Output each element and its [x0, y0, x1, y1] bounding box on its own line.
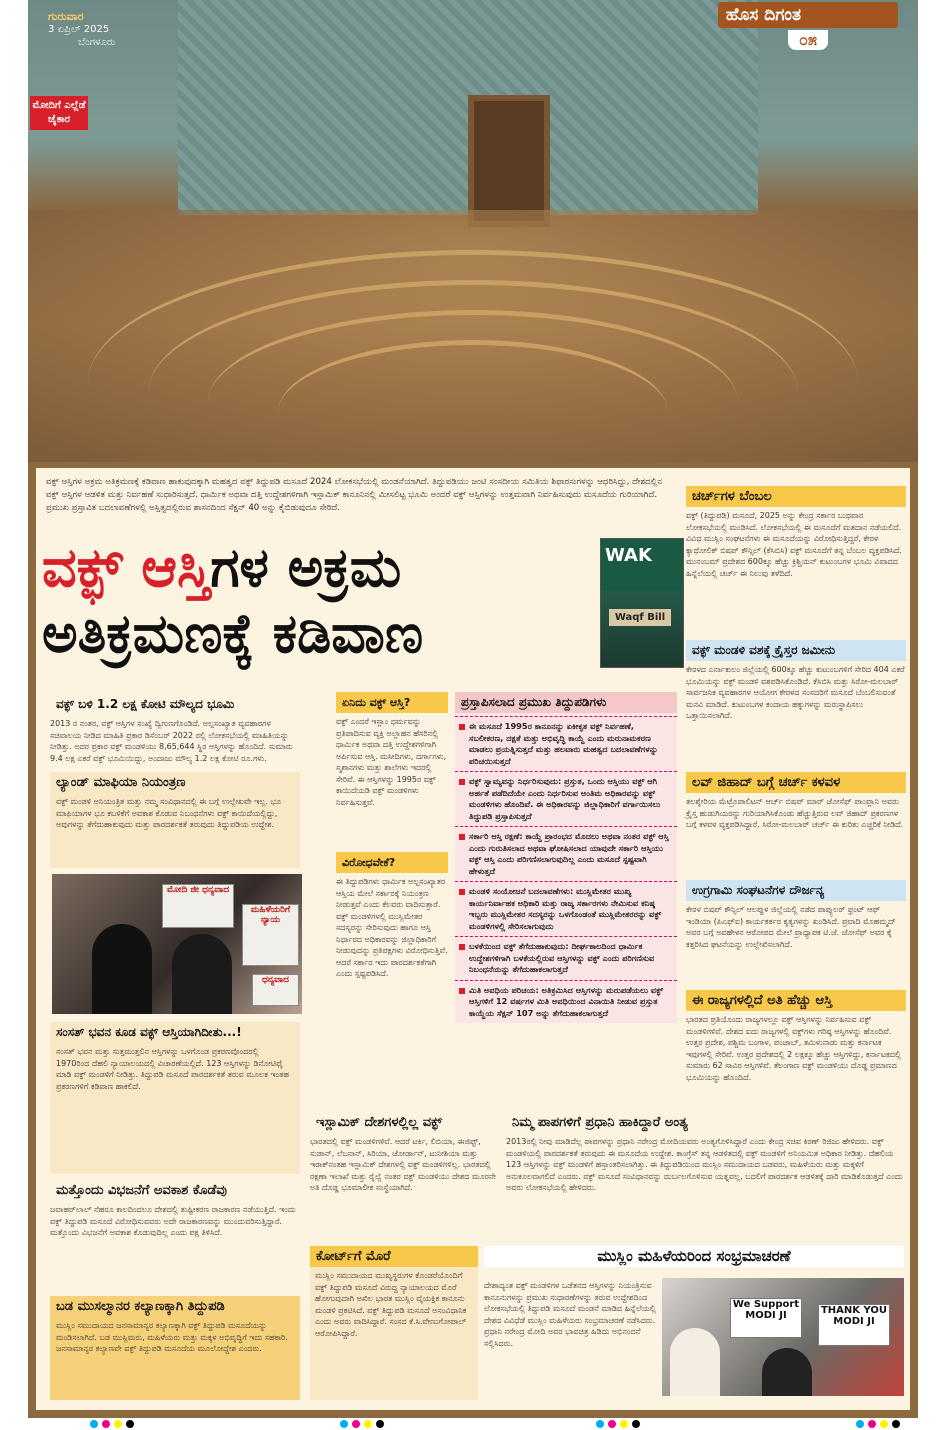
- amendments-box: [455, 692, 677, 1023]
- section-title: ವಿರೋಧವೇಕೆ?: [336, 852, 448, 873]
- main-headline: [42, 535, 602, 667]
- reg-dot: [596, 1420, 604, 1428]
- section-title: ಮುಸ್ಲಿಂ ಮಹಿಳೆಯರಿಂದ ಸಂಭ್ರಮಾಚರಣೆ: [484, 1246, 904, 1267]
- middle-q1: [336, 692, 448, 808]
- right-section-4: [686, 880, 906, 950]
- women-celebration-photo: [662, 1278, 904, 1396]
- reg-dot: [376, 1420, 384, 1428]
- right-section-3: [686, 772, 906, 831]
- headline-line2: ಅತಿಕ್ರಮಣಕ್ಕೆ ಕಡಿವಾಣ: [42, 602, 424, 665]
- reg-dot: [868, 1420, 876, 1428]
- section-title: ಲವ್ ಜಿಹಾದ್ ಬಗ್ಗೆ ಚರ್ಚ್ ಕಳವಳ: [686, 772, 906, 793]
- protest-placard: ಧನ್ಯವಾದ: [252, 974, 299, 1006]
- speaker-chair-door: [468, 95, 550, 227]
- section-title: ಲ್ಯಾಂಡ್ ಮಾಫಿಯಾ ನಿಯಂತ್ರಣ: [56, 775, 186, 790]
- women-section: [484, 1246, 904, 1270]
- date-block: [48, 10, 115, 49]
- section-body: ಕೇರಳ ಬಿಷಪ್ ಕೌನ್ಸಿಲ್ ಆಲಪ್ಪುಳ ಜಿಲ್ಲೆಯಲ್ಲಿ ನಡೆದ ಪಾಪ್ಯುಲರ್ ಫ್ರಂಟ್ ಆಫ್ ಇಂಡಿಯಾ (ಪಿಎಫ್‌ಐ) ಕಾರ್ಯಕರ್ತರ ಕೃತ್ಯಗಳನ್ನು ಖಂಡಿಸಿದೆ. ಪ್ರವಾದಿ ಮೊಹಮ್ಮದ್ ಅವರ ಬಗ್ಗೆ ಅವಹೇಳನ ಆರೋಪದ ಮೇಲೆ ಪ್ರಾಧ್ಯಾಪಕ ಟಿ.ಜೆ. ಜೋಸೆಫ್ ಅವರ ಕೈ ಕತ್ತರಿಸಿದ ಘಟನೆಯನ್ನು ಉಲ್ಲೇಖಿಸಲಾಗಿದೆ.: [686, 905, 896, 949]
- section-title: ವಕ್ಫ್ ಬಳಿ 1.2 ಲಕ್ಷ ಕೋಟಿ ಮೌಲ್ಯದ ಭೂಮಿ: [56, 697, 235, 711]
- reg-dot: [632, 1420, 640, 1428]
- left-section-5: [50, 1296, 300, 1400]
- pm-story: [506, 1112, 904, 1194]
- reg-dot: [364, 1420, 372, 1428]
- protester-figure: [172, 934, 232, 1014]
- waqf-sign: Waqf Bill: [609, 609, 671, 626]
- reg-dot: [102, 1420, 110, 1428]
- paper-logo: ಹೊಸ ದಿಗಂತ: [718, 2, 898, 28]
- headline-line1: ಗಳ ಅಕ್ರಮ: [210, 536, 402, 599]
- amendments-title: ಪ್ರಸ್ತಾಪಿಸಲಾದ ಪ್ರಮುಖ ತಿದ್ದುಪಡಿಗಳು: [455, 692, 677, 713]
- right-section-2: [686, 640, 906, 722]
- page-number: ೦೫: [788, 30, 828, 50]
- parliament-photo: [28, 0, 918, 462]
- reg-dot: [126, 1420, 134, 1428]
- reg-dot: [90, 1420, 98, 1428]
- support-placard: We Support MODI JI: [730, 1298, 802, 1338]
- right-section-5: [686, 990, 906, 1083]
- protester-figure: [92, 924, 152, 1014]
- headline-red: ವಕ್ಫ್ ಆಸ್ತಿ: [42, 536, 211, 599]
- section-title: ಬಡ ಮುಸಲ್ಮಾನರ ಕಲ್ಯಾಣಕ್ಕಾಗಿ ತಿದ್ದುಪಡಿ: [56, 1299, 225, 1314]
- amendment-item: ಈ ಮಸೂದೆ 1995ರ ಕಾನೂನನ್ನು ಏಕೀಕೃತ ವಕ್ಫ್ ನಿರ್ವಹಣೆ, ಸಬಲೀಕರಣ, ದಕ್ಷತೆ ಮತ್ತು ಅಭಿವೃದ್ಧಿ ಕಾಯ್ದೆ ಎಂದು ಮರುನಾಮಕರಣ ಮಾಡಲು ಪ್ರಯತ್ನಿಸುತ್ತದೆ ಮತ್ತು ಹಲವಾರು ಮಹತ್ವದ ಬದಲಾವಣೆಗಳನ್ನು ಪರಿಚಯಿಸುತ್ತದೆ: [455, 716, 677, 771]
- right-section-1: [686, 486, 906, 579]
- women-body: ದೇಶಾದ್ಯಂತ ವಕ್ಫ್ ಮಂಡಳಿಗಳ ಒಡೆತನದ ಆಸ್ತಿಗಳನ್ನು ನಿಯಂತ್ರಿಸುವ ಕಾನೂನುಗಳನ್ನು ಪ್ರಮುಖ ಸುಧಾರಣೆಗಳನ್ನು ತರುವ ಉದ್ದೇಶದಿಂದ ಲೋಕಸಭೆಯಲ್ಲಿ ತಿದ್ದುಪಡಿ ಮಸೂದೆ ಮಂಡನೆ ಮಾಡಿದ ಹಿನ್ನೆಲೆಯಲ್ಲಿ ದೇಶದ ವಿವಿಧೆಡೆ ಮುಸ್ಲಿಂ ಮಹಿಳೆಯರು ಸಂಭ್ರಮಾಚರಣೆ ನಡೆಸಿದರು. ಪ್ರಧಾನಿ ನರೇಂದ್ರ ಮೋದಿ ಅವರ ಭಾವಚಿತ್ರ ಹಿಡಿದು ಅಭಿನಂದನೆ ಸಲ್ಲಿಸಿದರು.: [484, 1281, 656, 1348]
- protest-photo: [52, 874, 302, 1014]
- reg-dot: [892, 1420, 900, 1428]
- section-body: ಭಾರತದಲ್ಲಿ ವಕ್ಫ್ ಮಂಡಳಿಗಳಿವೆ. ಆದರೆ ಟರ್ಕಿ, ಲಿಬಿಯಾ, ಈಜಿಪ್ಟ್, ಸುಡಾನ್, ಲೆಬನಾನ್, ಸಿರಿಯಾ, ಜೋರ್ಡಾನ್, ಟುನೀಶಿಯಾ ಮತ್ತು ಇರಾಕ್‌ನಂತಹ ಇಸ್ಲಾಮಿಕ್ ದೇಶಗಳಲ್ಲಿ ವಕ್ಫ್ ಮಂಡಳಿಗಳಿಲ್ಲ. ಭಾರತದಲ್ಲಿ ರಕ್ಷಣಾ ಇಲಾಖೆ ಮತ್ತು ರೈಲ್ವೆ ನಂತರ ವಕ್ಫ್ ಮಂಡಳಿಯು ದೇಶದ ಮೂರನೇ ಅತಿ ದೊಡ್ಡ ಭೂಮಾಲೀಕ ಸಂಸ್ಥೆಯಾಗಿದೆ.: [310, 1137, 496, 1192]
- section-body: ಮುಸ್ಲಿಂ ಸಮುದಾಯದ ಮುಖ್ಯಸ್ಥರುಗಳ ಕೊಂಡರೆಯೊಂದಿಗೆ ವಕ್ಫ್ ತಿದ್ದುಪಡಿ ಮಸೂದೆ ವಿರುದ್ಧ ನ್ಯಾಯಾಲಯದ ಮೊರೆ ಹೋಗುವುದಾಗಿ ಅಖಿಲ ಭಾರತ ಮುಸ್ಲಿಂ ವೈಯಕ್ತಿಕ ಕಾನೂನು ಮಂಡಳಿ ಪ್ರಕಟಿಸಿದೆ. ವಕ್ಫ್ ತಿದ್ದುಪಡಿ ಮಸೂದೆ ಅಸಂವಿಧಾನಿಕ ಎಂದು ಅವರು ವಾದಿಸಿದ್ದಾರೆ. ಸಂಸದ ಕೆ.ಸಿ.ವೇಣುಗೋಪಾಲ್ ಆರೋಪಿಸಿದ್ದಾರೆ.: [315, 1271, 467, 1338]
- section-body: ಮುಸ್ಲಿಂ ಸಮುದಾಯದ ಜನಸಾಮಾನ್ಯರ ಕಲ್ಯಾಣಕ್ಕಾಗಿ ವಕ್ಫ್ ತಿದ್ದುಪಡಿ ಮಸೂದೆಯನ್ನು ಮಂಡಿಸಲಾಗಿದೆ. ಬಡ ಮುಸ್ಲಿಮರು, ಮಹಿಳೆಯರು ಮತ್ತು ಮಕ್ಕಳ ಅಭಿವೃದ್ಧಿಗೆ ಇದು ಸಹಕಾರಿ. ಜನಸಾಮಾನ್ಯರ ಕಲ್ಯಾಣವೇ ವಕ್ಫ್ ತಿದ್ದುಪಡಿ ಮಸೂದೆಯ ಮೂಲೋದ್ದೇಶ ಎಂದರು.: [56, 1321, 288, 1353]
- section-body: ಈ ತಿದ್ದುಪಡಿಗಳು ಧಾರ್ಮಿಕ ಅಲ್ಪಸಂಖ್ಯಾತರ ಆಸ್ತಿಯ ಮೇಲೆ ಸರ್ಕಾರಕ್ಕೆ ನಿಯಂತ್ರಣ ನೀಡುತ್ತವೆ ಎಂದು ಕೆಲವರು ವಾದಿಸುತ್ತಾರೆ. ವಕ್ಫ್ ಮಂಡಳಿಗಳಲ್ಲಿ ಮುಸ್ಲಿಮೇತರ ಸದಸ್ಯರನ್ನು ಸೇರಿಸುವುದು ಹಾಗೂ ಆಸ್ತಿ ನಿರ್ಧಾರದ ಅಧಿಕಾರವನ್ನು ಜಿಲ್ಲಾಧಿಕಾರಿಗೆ ನೀಡುವುದನ್ನು ಪ್ರತಿಪಕ್ಷಗಳು ವಿರೋಧಿಸುತ್ತಿವೆ. ಆದರೆ ಸರ್ಕಾರ ಇದು ಪಾರದರ್ಶಕತೆಗಾಗಿ ಎಂದು ಸ್ಪಷ್ಟಪಡಿಸಿದೆ.: [336, 877, 448, 978]
- section-title: ಉಗ್ರಗಾಮಿ ಸಂಘಟನೆಗಳ ದೌರ್ಜನ್ಯ: [686, 880, 906, 901]
- waqf-image-top: WAK: [601, 539, 684, 591]
- section-body: 2013ರಲ್ಲಿ ನೀವು ಮಾಡಿದೆಲ್ಲ ಪಾಪಗಳನ್ನು ಪ್ರಧಾನಿ ನರೇಂದ್ರ ಮೋದಿಯವರು ಅಂತ್ಯಗೊಳಿಸಿದ್ದಾರೆ ಎಂದು ಕೇಂದ್ರ ಸಚಿವ ಕಿರಣ್ ರಿಜಿಜು ಹೇಳಿದರು. ವಕ್ಫ್ ಮಂಡಳಿಯಲ್ಲಿ ಪಾರದರ್ಶಕತೆ ತರುವುದು ಈ ಮಸೂದೆಯ ಉದ್ದೇಶ. ಕಾಂಗ್ರೆಸ್ ತನ್ನ ಆಡಳಿತದಲ್ಲಿ ವಕ್ಫ್ ಮಂಡಳಿಗೆ ಅನಿಯಮಿತ ಅಧಿಕಾರ ನೀಡಿತ್ತು. ದೆಹಲಿಯ 123 ಆಸ್ತಿಗಳನ್ನು ವಕ್ಫ್ ಮಂಡಳಿಗೆ ಹಸ್ತಾಂತರಿಸಲಾಗಿತ್ತು. ಈ ತಿದ್ದುಪಡಿಯಿಂದ ಮುಸ್ಲಿಂ ಸಮುದಾಯದ ಬಡವರು, ಮಹಿಳೆಯರು ಮತ್ತು ಮಕ್ಕಳಿಗೆ ಅನುಕೂಲವಾಗಲಿದೆ ಎಂದರು. ವಕ್ಫ್ ಮಸೂದೆ ಸಂವಿಧಾನವನ್ನು ದುರ್ಬಲಗೊಳಿಸುವ ಯತ್ನವಲ್ಲ, ಬದಲಿಗೆ ಪಾರದರ್ಶಕ ಆಡಳಿತಕ್ಕೆ ದಾರಿ ಮಾಡಿಕೊಡುತ್ತದೆ ಎಂದು ಅವರು ಲೋಕಸಭೆಯಲ್ಲಿ ಹೇಳಿದರು.: [506, 1137, 903, 1192]
- section-body: ಭಾರತದ ಪ್ರತಿಯೊಂದು ರಾಜ್ಯಗಳಲ್ಲೂ ವಕ್ಫ್ ಆಸ್ತಿಗಳನ್ನು ನಿರ್ವಹಿಸುವ ವಕ್ಫ್ ಮಂಡಳಿಗಳಿವೆ. ದೇಶದ ಐದು ರಾಜ್ಯಗಳಲ್ಲಿ ವಕ್ಫ್‌ಗಳು ಗರಿಷ್ಠ ಆಸ್ತಿಗಳನ್ನು ಹೊಂದಿವೆ. ಉತ್ತರ ಪ್ರದೇಶ, ಪಶ್ಚಿಮ ಬಂಗಾಳ, ಪಂಜಾಬ್, ತಮಿಳುನಾಡು ಮತ್ತು ಕರ್ನಾಟಕ ಇವುಗಳಲ್ಲಿ ಸೇರಿವೆ. ಉತ್ತರ ಪ್ರದೇಶದಲ್ಲಿ 2 ಲಕ್ಷಕ್ಕೂ ಹೆಚ್ಚು ಆಸ್ತಿಗಳಿದ್ದು, ಕರ್ನಾಟಕದಲ್ಲಿ ಸುಮಾರು 62 ಸಾವಿರ ಆಸ್ತಿಗಳಿವೆ. ತೆಲಂಗಾಣ ವಕ್ಫ್ ಮಂಡಳಿಯು ದೊಡ್ಡ ಪ್ರಮಾಣದ ಭೂಮಿಯನ್ನು ಹೊಂದಿದೆ.: [686, 1015, 901, 1082]
- section-body: ವಕ್ಫ್ (ತಿದ್ದುಪಡಿ) ಮಸೂದೆ, 2025 ಅನ್ನು ಕೇಂದ್ರ ಸರ್ಕಾರ ಬುಧವಾರ ಲೋಕಸಭೆಯಲ್ಲಿ ಮಂಡಿಸಿದೆ. ಲೋಕಸಭೆಯಲ್ಲಿ ಈ ಮಸೂದೆಗೆ ಮತದಾನ ನಡೆಯಲಿದೆ. ವಿವಿಧ ಮುಸ್ಲಿಂ ಸಂಘಟನೆಗಳು ಈ ಮಸೂದೆಯನ್ನು ವಿರೋಧಿಸುತ್ತಿದ್ದರೆ, ಕೇರಳ ಕ್ಯಾಥೋಲಿಕ್ ಬಿಷಪ್ ಕೌನ್ಸಿಲ್ (ಕೆಸಿಬಿಸಿ) ವಕ್ಫ್ ಮಸೂದೆಗೆ ತನ್ನ ಬೆಂಬಲ ವ್ಯಕ್ತಪಡಿಸಿದೆ. ಮುನಂಬಮ್ ಪ್ರದೇಶದ 600ಕ್ಕೂ ಹೆಚ್ಚು ಕ್ರಿಶ್ಚಿಯನ್ ಕುಟುಂಬಗಳ ಭೂಮಿ ವಿವಾದದ ಹಿನ್ನೆಲೆಯಲ್ಲಿ ಚರ್ಚ್ ಈ ನಿಲುವು ತಳೆದಿದೆ.: [686, 511, 902, 578]
- left-section-1: [50, 694, 300, 764]
- reg-dot: [620, 1420, 628, 1428]
- section-title: ಚರ್ಚ್‌ಗಳ ಬೆಂಬಲ: [686, 486, 906, 507]
- middle-q2: [336, 852, 448, 980]
- section-title: ಸಂಸತ್ ಭವನ ಕೂಡ ವಕ್ಫ್ ಆಸ್ತಿಯಾಗಿದೀತು...!: [56, 1025, 242, 1039]
- supporter-figure: [670, 1328, 720, 1396]
- reg-dot: [340, 1420, 348, 1428]
- date: 3 ಏಪ್ರಿಲ್ 2025: [48, 24, 110, 35]
- masthead: [718, 2, 898, 54]
- protest-placard: ಮಹಿಳೆಯರಿಗೆ ನ್ಯಾಯ: [242, 904, 299, 966]
- waqf-bill-image: [600, 538, 684, 668]
- left-section-3: [50, 1022, 300, 1174]
- weekday: ಗುರುವಾರ: [48, 10, 84, 23]
- supporter-figure: [762, 1348, 812, 1396]
- section-title: ನಿಮ್ಮ ಪಾಪಗಳಿಗೆ ಪ್ರಧಾನಿ ಹಾಕಿದ್ದಾರೆ ಅಂತ್ಯ: [512, 1115, 688, 1130]
- section-title: ಇಸ್ಲಾಮಿಕ್ ದೇಶಗಳಲ್ಲಿಲ್ಲ ವಕ್ಫ್: [316, 1115, 443, 1130]
- amendment-item: ಮಿತಿ ಅವಧಿಯ ಪರಿಚಯ: ಅತಿಕ್ರಮಿಸಿದ ಆಸ್ತಿಗಳನ್ನು ಮರುಪಡೆಯಲು ವಕ್ಫ್ ಆಸ್ತಿಗಳಿಗೆ 12 ವರ್ಷಗಳ ಮಿತಿ ಅವಧಿಯಿಂದ ವಿನಾಯಿತಿ ನೀಡುವ ಪ್ರಸ್ತುತ ಕಾಯ್ದೆಯ ಸೆಕ್ಷನ್ 107 ಅನ್ನು ತೆಗೆದುಹಾಕಲಾಗುತ್ತದೆ: [455, 980, 677, 1024]
- section-title: ವಕ್ಫ್ ಮಂಡಳಿ ವಶಕ್ಕೆ ಕ್ರೈಸ್ತರ ಜಮೀನು: [686, 640, 906, 661]
- city: ಬೆಂಗಳೂರು: [78, 37, 116, 48]
- protest-placard: ಮೋದಿ ಜೀ ಧನ್ಯವಾದ: [162, 884, 234, 928]
- section-body: ಕೇರಳದ ಎರ್ನಾಕುಲಂ ಜಿಲ್ಲೆಯಲ್ಲಿ 600ಕ್ಕೂ ಹೆಚ್ಚು ಕುಟುಂಬಗಳಿಗೆ ಸೇರಿದ 404 ಎಕರೆ ಭೂಮಿಯನ್ನು ವಕ್ಫ್ ಮಂಡಳಿ ವಶಪಡಿಸಿಕೊಂಡಿದೆ. ಕೆಸಿಬಿಸಿ ಮತ್ತು ಸಿರೋ-ಮಲಬಾರ್ ಸಾರ್ವಜನಿಕ ವ್ಯವಹಾರಗಳ ಆಯೋಗ ಕೇರಳದ ಸಂಸದರಿಗೆ ಮಸೂದೆ ಬೆಂಬಲಿಸುವಂತೆ ಮನವಿ ಮಾಡಿದೆ. ಕುಟುಂಬಗಳ ಕಂದಾಯ ಹಕ್ಕುಗಳನ್ನು ಮರುಸ್ಥಾಪಿಸಲು ಒತ್ತಾಯಿಸಲಾಗಿದೆ.: [686, 665, 905, 720]
- islamic-countries: [310, 1112, 500, 1194]
- left-section-2: [50, 772, 300, 868]
- intro-paragraph: ವಕ್ಫ್ ಆಸ್ತಿಗಳ ಅಕ್ರಮ ಅತಿಕ್ರಮಣಕ್ಕೆ ಕಡಿವಾಣ ಹಾಕುವುದಕ್ಕಾಗಿ ಮಹತ್ವದ ವಕ್ಫ್ ತಿದ್ದುಪಡಿ ಮಸೂದೆ 2024 ಲೋಕಸಭೆಯಲ್ಲಿ ಮಂಡನೆಯಾಗಿದೆ. ತಿದ್ದುಪಡಿಯು ಜಂಟಿ ಸಂಸದೀಯ ಸಮಿತಿಯ ಶಿಫಾರಸುಗಳನ್ನು ಆಧರಿಸಿದ್ದು, ದೇಶದಲ್ಲಿನ ವಕ್ಫ್ ಆಸ್ತಿಗಳ ಆಡಳಿತ ಮತ್ತು ನಿರ್ವಹಣೆ ಸುಧಾರಿಸುತ್ತದೆ. ಧಾರ್ಮಿಕ ಅಥವಾ ದತ್ತಿ ಉದ್ದೇಶಗಳಿಗಾಗಿ ಇಸ್ಲಾಮಿಕ್ ಕಾನೂನಿನಲ್ಲಿ ಮೀಸಲಿಟ್ಟ ಭೂಮಿ ಅಂದರೆ ವಕ್ಫ್ ಆಸ್ತಿಗಳನ್ನು ಉತ್ತಮವಾಗಿ ನಿರ್ವಹಿಸುವುದು ಮಸೂದೆಯ ಗುರಿಯಾಗಿದೆ. ಪ್ರಮುಖ ಪ್ರಸ್ತಾವಿತ ಬದಲಾವಣೆಗಳಲ್ಲಿ ಅಸ್ತಿತ್ವದಲ್ಲಿರುವ ಶಾಸನದಿಂದ ಸೆಕ್ಷನ್ 40 ಅನ್ನು ಕೈಬಿಡುವುದೂ ಸೇರಿದೆ.: [46, 477, 663, 513]
- section-body: 2013 ರ ನಂತರ, ವಕ್ಫ್ ಆಸ್ತಿಗಳ ಸಂಖ್ಯೆ ದ್ವಿಗುಣಗೊಂಡಿದೆ. ಅಲ್ಪಸಂಖ್ಯಾತ ವ್ಯವಹಾರಗಳ ಸಚಿವಾಲಯ ನೀಡಿದ ಮಾಹಿತಿ ಪ್ರಕಾರ ಡಿಸೆಂಬರ್ 2022 ರಲ್ಲಿ ಲೋಕಸಭೆಯಲ್ಲಿ ಮಾಹಿತಿಯನ್ನು ನೀಡಿತ್ತು. ಅದರ ಪ್ರಕಾರ ವಕ್ಫ್ ಮಂಡಳಿಯು 8,65,644 ಸ್ಥಿರ ಆಸ್ತಿಗಳನ್ನು ಹೊಂದಿದೆ. ಸುಮಾರು 9.4 ಲಕ್ಷ ಎಕರೆ ವಕ್ಫ್ ಭೂಮಿಯಿದ್ದು, ಅಂದಾಜು ಮೌಲ್ಯ 1.2 ಲಕ್ಷ ಕೋಟಿ ರೂ.ಗಳು.: [50, 719, 293, 763]
- section-title: ಈ ರಾಜ್ಯಗಳಲ್ಲಿದೆ ಅತಿ ಹೆಚ್ಚು ಆಸ್ತಿ: [686, 990, 906, 1011]
- section-title: ಕೋರ್ಟ್‌ಗೆ ಮೊರೆ: [310, 1246, 478, 1267]
- reg-dot: [608, 1420, 616, 1428]
- modi-tag: ಮೋದಿಗೆ ಎಲ್ಲೆಡೆ ಜೈಕಾರ: [30, 96, 88, 130]
- left-section-4: [50, 1180, 300, 1239]
- support-placard: THANK YOU MODI JI: [818, 1304, 890, 1346]
- amendment-item: ಮಂಡಳಿ ಸಂಯೋಜನೆ ಬದಲಾವಣೆಗಳು: ಮುಸ್ಲಿಮೇತರ ಮುಖ್ಯ ಕಾರ್ಯನಿರ್ವಾಹಕ ಅಧಿಕಾರಿ ಮತ್ತು ರಾಜ್ಯ ಸರ್ಕಾರಗಳು ನೇಮಿಸುವ ಕನಿಷ್ಠ ಇಬ್ಬರು ಮುಸ್ಲಿಮೇತರ ಸದಸ್ಯರನ್ನು ಒಳಗೊಂಡಂತೆ ಮುಸ್ಲಿಮೇತರರನ್ನು ವಕ್ಫ್ ಮಂಡಳಿಗಳಲ್ಲಿ ಸೇರಿಸಲಾಗುವುದು: [455, 881, 677, 936]
- section-body: ವಕ್ಫ್ ಎಂದರೆ ಇಸ್ಲಾಂ ಧರ್ಮವನ್ನು ಪ್ರತಿಪಾದಿಸುವ ವ್ಯಕ್ತಿ ಅಲ್ಲಾಹನ ಹೆಸರಿನಲ್ಲಿ ಧಾರ್ಮಿಕ ಅಥವಾ ದತ್ತಿ ಉದ್ದೇಶಗಳಿಗಾಗಿ ಅರ್ಪಿಸುವ ಆಸ್ತಿ. ಮಸೀದಿಗಳು, ದರ್ಗಾಗಳು, ಸ್ಮಶಾನಗಳು ಮತ್ತು ಶಾಲೆಗಳು ಇದರಲ್ಲಿ ಸೇರಿವೆ. ಈ ಆಸ್ತಿಗಳನ್ನು 1995ರ ವಕ್ಫ್ ಕಾಯಿದೆಯಡಿ ವಕ್ಫ್ ಮಂಡಳಿಗಳು ನಿರ್ವಹಿಸುತ್ತವೆ.: [336, 717, 447, 807]
- court-box: [310, 1246, 478, 1400]
- section-body: ವಕ್ಫ್ ಮಂಡಳಿ ಅನಿಯಂತ್ರಿತ ಮತ್ತು ನಮ್ಮ ಸಂವಿಧಾನದಲ್ಲಿ ಈ ಬಗ್ಗೆ ಉಲ್ಲೇಖವೇ ಇಲ್ಲ. ಭೂ ಮಾಫಿಯಾಗಳ ಭೂ ಕಬಳಿಕೆಗೆ ಅವಕಾಶ ಕೊಡುವ ನಿಬಂಧನೆಗಳು ವಕ್ಫ್ ಕಾಯಿದೆಯಲ್ಲಿದ್ದು, ಅವುಗಳನ್ನು ತೆಗೆದುಹಾಕುವುದು ಮತ್ತು ಪಾರದರ್ಶಕತೆ ತರುವುದು ತಿದ್ದುಪಡಿಯ ಉದ್ದೇಶ.: [56, 797, 282, 829]
- amendment-item: ಬಳಕೆಯಿಂದ ವಕ್ಫ್ ತೆಗೆದುಹಾಕುವುದು: ದೀರ್ಘಕಾಲದಿಂದ ಧಾರ್ಮಿಕ ಉದ್ದೇಶಗಳಿಗಾಗಿ ಬಳಕೆಯಲ್ಲಿರುವ ಆಸ್ತಿಗಳನ್ನು ವಕ್ಫ್ ಎಂದು ಪರಿಗಣಿಸುವ ನಿಬಂಧನೆಯನ್ನು ತೆಗೆದುಹಾಕಲಾಗುತ್ತದೆ: [455, 936, 677, 980]
- amendment-item: ವಕ್ಫ್ ಸ್ವಾಮ್ಯವನ್ನು ನಿರ್ಧರಿಸುವುದು: ಪ್ರಸ್ತುತ, ಒಂದು ಆಸ್ತಿಯು ವಕ್ಫ್ ಆಗಿ ಅರ್ಹತೆ ಪಡೆದಿದೆಯೇ ಎಂದು ನಿರ್ಧರಿಸುವ ಅಂತಿಮ ಅಧಿಕಾರವನ್ನು ವಕ್ಫ್ ಮಂಡಳಿಗಳು ಹೊಂದಿವೆ. ಈ ಅಧಿಕಾರವನ್ನು ಜಿಲ್ಲಾಧಿಕಾರಿಗೆ ವರ್ಗಾಯಿಸಲು ತಿದ್ದುಪಡಿ ಪ್ರಸ್ತಾಪಿಸುತ್ತದೆ: [455, 771, 677, 826]
- reg-dot: [856, 1420, 864, 1428]
- amendment-item: ಸರ್ಕಾರಿ ಆಸ್ತಿ ರಕ್ಷಣೆ: ಕಾಯ್ದೆ ಪ್ರಾರಂಭದ ಮೊದಲು ಅಥವಾ ನಂತರ ವಕ್ಫ್ ಆಸ್ತಿ ಎಂದು ಗುರುತಿಸಲಾದ ಅಥವಾ ಘೋಷಿಸಲಾದ ಯಾವುದೇ ಸರ್ಕಾರಿ ಆಸ್ತಿಯು ವಕ್ಫ್ ಆಸ್ತಿ ಎಂದು ಪರಿಗಣಿಸಲಾಗುವುದಿಲ್ಲ ಎಂದು ಮಸೂದೆ ಸ್ಪಷ್ಟವಾಗಿ ಹೇಳುತ್ತದೆ: [455, 826, 677, 881]
- reg-dot: [352, 1420, 360, 1428]
- section-title: ಮತ್ತೊಂದು ವಿಭಜನೆಗೆ ಅವಕಾಶ ಕೊಡೆವು: [56, 1183, 227, 1198]
- reg-dot: [114, 1420, 122, 1428]
- section-body: ತಲಶ್ಶೇರಿಯ ಮೆಟ್ರೊಪಾಲಿಟನ್ ಆರ್ಚ್ ಬಿಷಪ್ ಮಾರ್ ಜೋಸೆಫ್ ಪಾಂಪ್ಲಾನಿ ಅವರು ಕ್ರೈಸ್ತ ಹುಡುಗಿಯರನ್ನು ಗುರಿಯಾಗಿಸಿಕೊಂಡು ಹೆಚ್ಚುತ್ತಿರುವ ಲವ್ ಜಿಹಾದ್ ಪ್ರಕರಣಗಳ ಬಗ್ಗೆ ಕಳವಳ ವ್ಯಕ್ತಪಡಿಸಿದ್ದಾರೆ. ಸಿರೋ-ಮಲಬಾರ್ ಚರ್ಚ್ ಈ ಕುರಿತು ಎಚ್ಚರಿಕೆ ನೀಡಿದೆ.: [686, 797, 904, 829]
- reg-dot: [880, 1420, 888, 1428]
- section-body: ಜವಾಹರ್‌ಲಾಲ್ ನೆಹರೂ ಕಾಲದಿಂದಲೂ ದೇಶದಲ್ಲಿ ತುಷ್ಟೀಕರಣ ರಾಜಕಾರಣ ನಡೆಯುತ್ತಿದೆ. ಇಂದು ವಕ್ಫ್ ತಿದ್ದುಪಡಿ ಮಸೂದೆ ವಿರೋಧಿಸುವವರು ಅದೇ ರಾಜಕಾರಣವನ್ನು ಮುಂದುವರಿಸುತ್ತಿದ್ದಾರೆ. ಮತ್ತೊಂದು ವಿಭಜನೆಗೆ ಅವಕಾಶ ಕೊಡುವುದಿಲ್ಲ ಎಂದು ಪಕ್ಷ ತಿಳಿಸಿದೆ.: [50, 1205, 296, 1237]
- section-title: ಏನಿದು ವಕ್ಫ್ ಆಸ್ತಿ?: [336, 692, 448, 713]
- section-body: ಸಂಸತ್ ಭವನ ಮತ್ತು ಸುತ್ತಮುತ್ತಲಿನ ಆಸ್ತಿಗಳನ್ನು ಒಳಗೊಂಡ ಪ್ರಕರಣವೊಂದರಲ್ಲಿ 1970ರಿಂದ ದೆಹಲಿ ನ್ಯಾಯಾಲಯದಲ್ಲಿ ವಿಚಾರಣೆಯಲ್ಲಿದೆ. 123 ಆಸ್ತಿಗಳನ್ನು ಡಿನೋಟಿಫೈ ಮಾಡಿ ವಕ್ಫ್ ಮಂಡಳಿಗೆ ನೀಡಿತ್ತು. ತಿದ್ದುಪಡಿ ಮಸೂದೆ ಪಾರದರ್ಶಕತೆ ತರುವ ಮೂಲಕ ಇಂತಹ ಪ್ರಕರಣಗಳಿಗೆ ಕಡಿವಾಣ ಹಾಕಲಿದೆ.: [56, 1047, 289, 1091]
